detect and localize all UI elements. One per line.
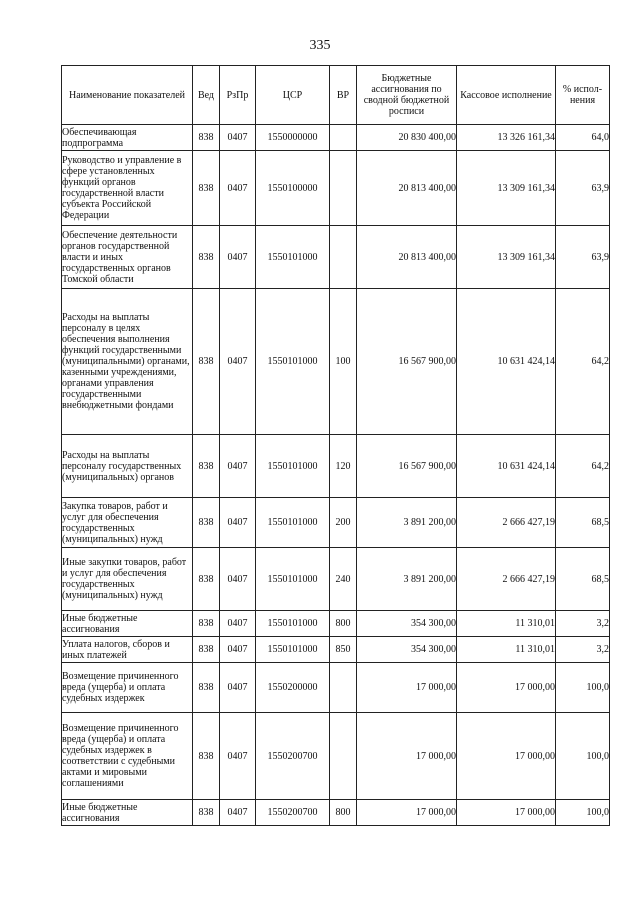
row-percent: 3,2 xyxy=(556,637,610,663)
row-executed: 17 000,00 xyxy=(457,713,556,800)
table-row xyxy=(62,800,610,826)
table-row xyxy=(62,548,610,611)
row-vr xyxy=(330,125,357,151)
table-header-row xyxy=(62,66,610,125)
row-vr xyxy=(330,663,357,713)
row-executed: 10 631 424,14 xyxy=(457,289,556,435)
row-rzpr: 0407 xyxy=(220,611,256,637)
row-csr: 1550101000 xyxy=(256,637,330,663)
row-percent: 64,2 xyxy=(556,289,610,435)
header-ved: Вед xyxy=(193,66,220,125)
row-assigned: 16 567 900,00 xyxy=(357,289,457,435)
row-assigned: 354 300,00 xyxy=(357,637,457,663)
row-rzpr: 0407 xyxy=(220,498,256,548)
row-csr: 1550200700 xyxy=(256,713,330,800)
row-executed: 13 326 161,34 xyxy=(457,125,556,151)
row-ved: 838 xyxy=(193,611,220,637)
row-percent: 68,5 xyxy=(556,498,610,548)
row-assigned: 17 000,00 xyxy=(357,663,457,713)
row-percent: 100,0 xyxy=(556,663,610,713)
row-rzpr: 0407 xyxy=(220,548,256,611)
row-rzpr: 0407 xyxy=(220,289,256,435)
row-ved: 838 xyxy=(193,435,220,498)
row-vr: 800 xyxy=(330,800,357,826)
row-percent: 3,2 xyxy=(556,611,610,637)
row-name: Расходы на выплаты персоналу в целях обеспечения выполнения функций государственными (муниципальными) органами, казенными учреждениями, органами управления государственными внебюджетными фондами xyxy=(62,289,193,435)
header-executed: Кассовое исполнение xyxy=(457,66,556,125)
row-rzpr: 0407 xyxy=(220,713,256,800)
row-assigned: 17 000,00 xyxy=(357,800,457,826)
row-vr xyxy=(330,151,357,226)
row-csr: 1550101000 xyxy=(256,498,330,548)
row-ved: 838 xyxy=(193,125,220,151)
row-percent: 63,9 xyxy=(556,151,610,226)
row-percent: 68,5 xyxy=(556,548,610,611)
row-executed: 17 000,00 xyxy=(457,800,556,826)
row-vr: 200 xyxy=(330,498,357,548)
row-rzpr: 0407 xyxy=(220,226,256,289)
row-name: Уплата налогов, сборов и иных платежей xyxy=(62,637,193,663)
row-csr: 1550101000 xyxy=(256,435,330,498)
row-ved: 838 xyxy=(193,151,220,226)
header-vr: ВР xyxy=(330,66,357,125)
budget-execution-table xyxy=(61,65,610,826)
row-rzpr: 0407 xyxy=(220,800,256,826)
table-row xyxy=(62,226,610,289)
table-row xyxy=(62,663,610,713)
row-assigned: 20 813 400,00 xyxy=(357,226,457,289)
row-vr: 120 xyxy=(330,435,357,498)
row-ved: 838 xyxy=(193,548,220,611)
table-row xyxy=(62,611,610,637)
row-assigned: 16 567 900,00 xyxy=(357,435,457,498)
row-ved: 838 xyxy=(193,637,220,663)
row-name: Иные закупки товаров, работ и услуг для обеспечения государственных (муниципальных) нужд xyxy=(62,548,193,611)
row-csr: 1550200700 xyxy=(256,800,330,826)
row-name: Иные бюджетные ассигнования xyxy=(62,800,193,826)
row-vr: 100 xyxy=(330,289,357,435)
row-executed: 2 666 427,19 xyxy=(457,548,556,611)
row-assigned: 20 813 400,00 xyxy=(357,151,457,226)
table-row xyxy=(62,289,610,435)
row-assigned: 354 300,00 xyxy=(357,611,457,637)
row-rzpr: 0407 xyxy=(220,151,256,226)
row-ved: 838 xyxy=(193,289,220,435)
row-executed: 13 309 161,34 xyxy=(457,226,556,289)
header-percent: % испол-нения xyxy=(556,66,610,125)
header-name: Наименование показателей xyxy=(62,66,193,125)
row-ved: 838 xyxy=(193,800,220,826)
row-executed: 10 631 424,14 xyxy=(457,435,556,498)
header-csr: ЦСР xyxy=(256,66,330,125)
row-executed: 11 310,01 xyxy=(457,637,556,663)
row-name: Возмещение причиненного вреда (ущерба) и оплата судебных издержек в соответствии с судебными актами и мировыми соглашениями xyxy=(62,713,193,800)
page-number: 335 xyxy=(309,38,331,53)
row-vr xyxy=(330,226,357,289)
row-ved: 838 xyxy=(193,226,220,289)
row-name: Иные бюджетные ассигнования xyxy=(62,611,193,637)
row-name: Закупка товаров, работ и услуг для обеспечения государственных (муниципальных) нужд xyxy=(62,498,193,548)
row-executed: 17 000,00 xyxy=(457,663,556,713)
table-row xyxy=(62,435,610,498)
table-row xyxy=(62,125,610,151)
row-csr: 1550100000 xyxy=(256,151,330,226)
row-ved: 838 xyxy=(193,663,220,713)
row-csr: 1550101000 xyxy=(256,548,330,611)
row-rzpr: 0407 xyxy=(220,637,256,663)
row-percent: 64,2 xyxy=(556,435,610,498)
row-percent: 64,0 xyxy=(556,125,610,151)
row-csr: 1550200000 xyxy=(256,663,330,713)
row-rzpr: 0407 xyxy=(220,663,256,713)
row-csr: 1550101000 xyxy=(256,289,330,435)
row-ved: 838 xyxy=(193,498,220,548)
row-vr: 800 xyxy=(330,611,357,637)
row-csr: 1550000000 xyxy=(256,125,330,151)
header-assigned: Бюджетные ассигнования по сводной бюджетной росписи xyxy=(357,66,457,125)
table-row xyxy=(62,713,610,800)
row-vr xyxy=(330,713,357,800)
row-vr: 850 xyxy=(330,637,357,663)
row-assigned: 20 830 400,00 xyxy=(357,125,457,151)
row-vr: 240 xyxy=(330,548,357,611)
row-assigned: 17 000,00 xyxy=(357,713,457,800)
row-percent: 63,9 xyxy=(556,226,610,289)
row-percent: 100,0 xyxy=(556,713,610,800)
row-percent: 100,0 xyxy=(556,800,610,826)
row-name: Возмещение причиненного вреда (ущерба) и оплата судебных издержек xyxy=(62,663,193,713)
row-executed: 2 666 427,19 xyxy=(457,498,556,548)
row-rzpr: 0407 xyxy=(220,435,256,498)
row-assigned: 3 891 200,00 xyxy=(357,548,457,611)
row-name: Обеспечение деятельности органов государственной власти и иных государственных органов Томской области xyxy=(62,226,193,289)
row-ved: 838 xyxy=(193,713,220,800)
row-csr: 1550101000 xyxy=(256,226,330,289)
row-csr: 1550101000 xyxy=(256,611,330,637)
row-name: Руководство и управление в сфере установленных функций органов государственной власти субъекта Российской Федерации xyxy=(62,151,193,226)
row-rzpr: 0407 xyxy=(220,125,256,151)
table-row xyxy=(62,637,610,663)
row-name: Расходы на выплаты персоналу государственных (муниципальных) органов xyxy=(62,435,193,498)
table-row xyxy=(62,151,610,226)
row-executed: 13 309 161,34 xyxy=(457,151,556,226)
row-executed: 11 310,01 xyxy=(457,611,556,637)
row-name: Обеспечивающая подпрограмма xyxy=(62,125,193,151)
row-assigned: 3 891 200,00 xyxy=(357,498,457,548)
table-row xyxy=(62,498,610,548)
header-rzpr: РзПр xyxy=(220,66,256,125)
